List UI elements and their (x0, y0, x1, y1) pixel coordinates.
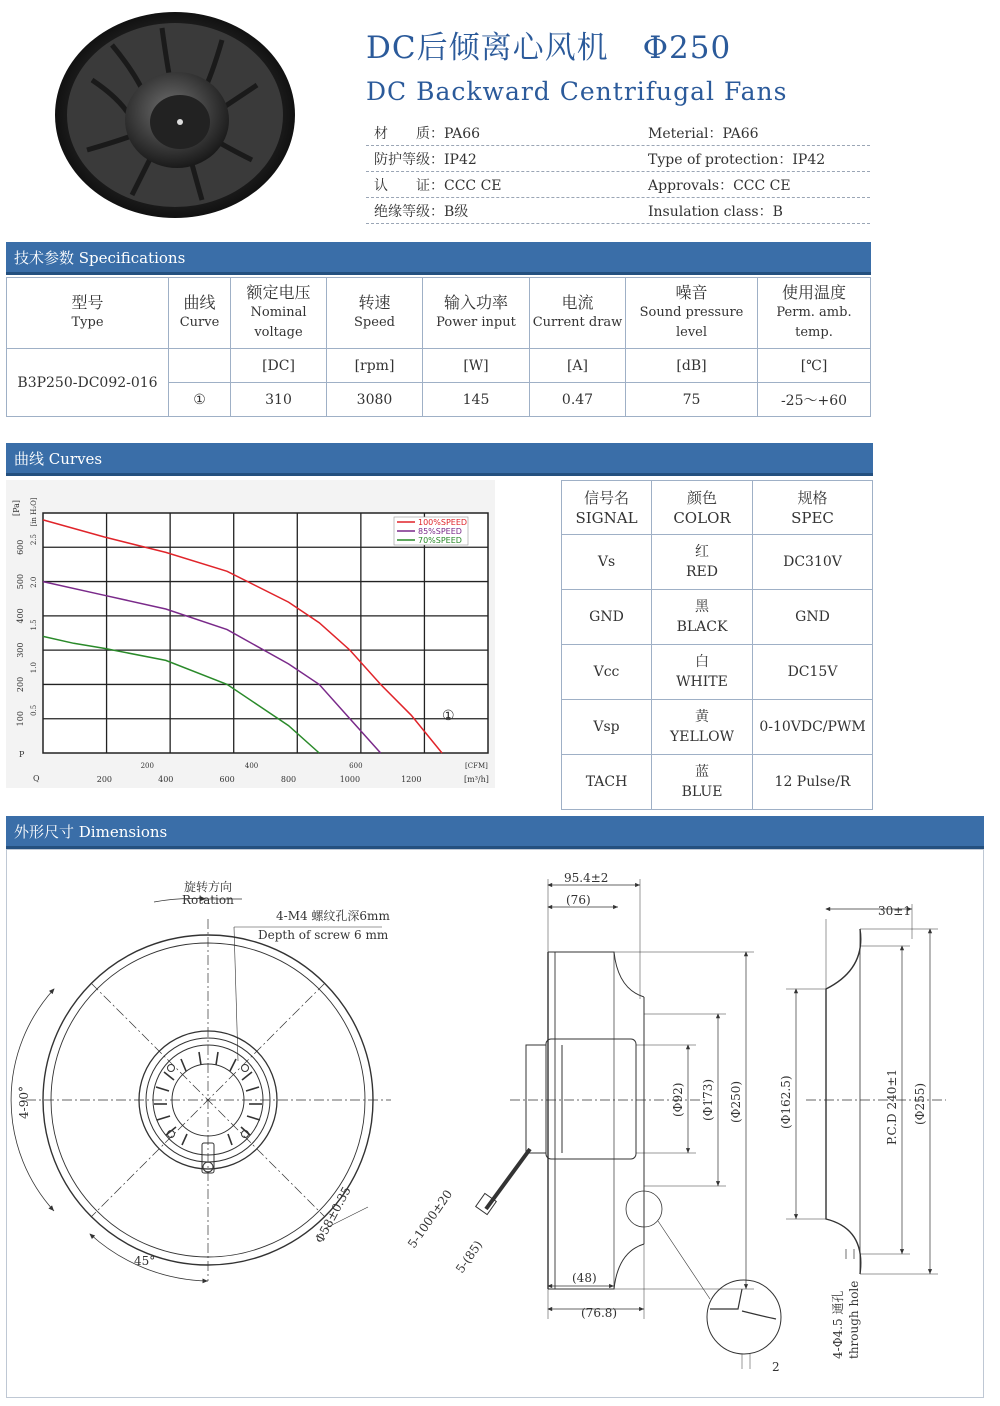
dim-phi173: (Φ173) (701, 1078, 715, 1121)
signal-spec: 12 Pulse/R (753, 755, 873, 810)
property-row (366, 198, 870, 224)
signal-header-color (652, 481, 753, 535)
y-tick-label: 600 (16, 539, 25, 555)
spec-header-cn: 输入功率 (443, 293, 508, 312)
signal-name: GND (562, 590, 652, 645)
spec-header-en: Type (71, 315, 104, 330)
signal-header-cn: 颜色 (686, 488, 717, 507)
y-tick-label: 100 (16, 711, 25, 727)
dim-phi92: (Φ92) (671, 1082, 685, 1117)
ring-view-labels (779, 904, 927, 1359)
spec-unit: [A] (530, 349, 626, 383)
performance-chart (6, 480, 495, 788)
screw-cn: 4-M4 螺纹孔深6mm (276, 909, 390, 923)
dim-2: 2 (772, 1360, 780, 1374)
spec-header-sound (626, 278, 758, 349)
spec-header-speed (327, 278, 423, 349)
y-tick-label: 300 (16, 642, 25, 658)
legend-label: 85%SPEED (418, 527, 462, 536)
signal-color-cn: 黄 (695, 709, 709, 725)
spec-header-en: Power input (436, 315, 516, 330)
y2-tick-label: 1.0 (30, 662, 38, 674)
angle-90: 4-90° (17, 1086, 31, 1119)
spec-header-temp (758, 278, 871, 349)
property-right: Insulation class：B (648, 203, 783, 220)
signal-color-en: WHITE (676, 674, 728, 690)
signal-header-en: SPEC (791, 508, 834, 527)
spec-units-blank (169, 349, 231, 383)
chart-svg (6, 480, 495, 788)
spec-value-voltage: 310 (231, 383, 327, 417)
spec-header-cn: 曲线 (183, 293, 216, 312)
spec-header-row (7, 278, 871, 349)
spec-header-curve (169, 278, 231, 349)
signal-row (562, 755, 873, 810)
x-axis-label: [m³/h] (464, 775, 489, 784)
signal-header-row (562, 481, 873, 535)
side-view (476, 879, 781, 1369)
spec-header-en: Sound pressure level (639, 305, 744, 340)
curve-marker: ① (442, 708, 455, 724)
signal-color (652, 590, 753, 645)
legend-label: 70%SPEED (418, 536, 462, 545)
spec-header-cn: 噪音 (675, 283, 708, 302)
signal-spec: GND (753, 590, 873, 645)
spec-header-en: Curve (179, 315, 220, 330)
signal-name: Vsp (562, 700, 652, 755)
property-row (366, 146, 870, 172)
x-tick-label: 1000 (339, 775, 361, 784)
spec-header-en: Current draw (532, 315, 623, 330)
angle-45: 45° (134, 1254, 156, 1268)
signal-header-cn: 规格 (797, 488, 828, 507)
property-left: 认 证：CCC CE (374, 177, 502, 194)
dim-phi255: (Φ255) (913, 1082, 927, 1125)
spec-header-current (530, 278, 626, 349)
rotation-en: Rotation (182, 893, 234, 907)
spec-header-cn: 电流 (561, 293, 594, 312)
signal-table (561, 480, 873, 810)
signal-color (652, 700, 753, 755)
phi58: Φ58±0.35 (312, 1184, 354, 1246)
spec-value-current: 0.47 (530, 383, 626, 417)
p-axis-marker: P (19, 750, 25, 759)
y2-tick-label: 2.5 (30, 534, 38, 546)
title-diameter: Φ250 (642, 30, 732, 66)
plot-area (43, 513, 488, 753)
property-right: Meterial：PA66 (648, 125, 759, 142)
signal-header-en: SIGNAL (575, 508, 638, 527)
fan-photo (52, 10, 298, 220)
spec-value-temp: -25～+60 (758, 383, 871, 417)
property-right: Type of protection：IP42 (648, 151, 826, 168)
signal-color-cn: 蓝 (695, 764, 709, 780)
signal-color-cn: 白 (695, 654, 709, 670)
dim-76-8: (76.8) (581, 1306, 618, 1320)
spec-header-en: Nominal voltage (250, 305, 307, 340)
signal-header-cn: 信号名 (583, 488, 629, 507)
signal-name: TACH (562, 755, 652, 810)
x-tick-label: 600 (219, 775, 235, 784)
signal-color-en: BLUE (681, 784, 723, 800)
specifications-table (6, 277, 871, 417)
y-axis-label: [Pa] (12, 499, 21, 517)
y2-axis-label: [in H₂O] (30, 497, 38, 527)
dim-30: 30±1 (878, 904, 911, 918)
signal-spec: DC15V (753, 645, 873, 700)
signal-color-cn: 黑 (695, 599, 709, 615)
side-view-labels (405, 871, 780, 1374)
spec-header-type (7, 278, 169, 349)
spec-value-curve: ① (169, 383, 231, 417)
dim-phi162: (Φ162.5) (779, 1075, 793, 1129)
q-axis-marker: Q (33, 774, 40, 783)
spec-header-cn: 使用温度 (781, 283, 846, 302)
signal-header-signal (562, 481, 652, 535)
signal-name: Vs (562, 535, 652, 590)
spec-value-speed: 3080 (327, 383, 423, 417)
spec-header-en: Perm. amb. temp. (776, 305, 852, 340)
properties-list (366, 120, 870, 224)
spec-value-sound: 75 (626, 383, 758, 417)
spec-header-power (423, 278, 530, 349)
signal-row (562, 700, 873, 755)
spec-unit: [rpm] (327, 349, 423, 383)
x-tick-label: 200 (96, 775, 113, 784)
section-header-dimensions: 外形尺寸 Dimensions (6, 816, 984, 849)
signal-color-en: YELLOW (670, 729, 734, 745)
x2-tick-label: 200 (140, 762, 154, 770)
spec-unit: [W] (423, 349, 530, 383)
property-left: 绝缘等级：B级 (374, 203, 469, 220)
y2-tick-label: 2.0 (30, 576, 38, 588)
property-left: 材 质：PA66 (374, 125, 481, 142)
spec-header-cn: 型号 (71, 293, 104, 312)
signal-color (652, 645, 753, 700)
section-header-specifications: 技术参数 Specifications (6, 242, 871, 275)
signal-color-cn: 红 (695, 544, 709, 560)
signal-row (562, 645, 873, 700)
signal-color-en: RED (686, 564, 718, 580)
property-left: 防护等级：IP42 (374, 151, 477, 168)
y2-tick-label: 1.5 (30, 619, 38, 631)
screw-en: Depth of screw 6 mm (258, 928, 389, 942)
section-header-curves: 曲线 Curves (6, 443, 873, 476)
signal-color (652, 755, 753, 810)
spec-unit: [dB] (626, 349, 758, 383)
signal-color (652, 535, 753, 590)
x-tick-label: 400 (158, 775, 174, 784)
x-tick-label: 800 (280, 775, 297, 784)
property-right: Approvals：CCC CE (648, 177, 791, 194)
dim-76: (76) (566, 893, 591, 907)
signal-spec: DC310V (753, 535, 873, 590)
page-title-en: DC Backward Centrifugal Fans (366, 77, 788, 106)
dim-95: 95.4±2 (564, 871, 609, 885)
x2-tick-label: 600 (349, 762, 363, 770)
dim-phi250: (Φ250) (729, 1080, 743, 1123)
x2-tick-label: 400 (244, 762, 259, 770)
dimension-drawings (6, 849, 984, 1398)
x-tick-label: 1200 (401, 775, 422, 784)
spec-value-power: 145 (423, 383, 530, 417)
dim-pcd: P.C.D 240±1 (885, 1068, 899, 1145)
signal-row (562, 535, 873, 590)
signal-name: Vcc (562, 645, 652, 700)
signal-header-spec (753, 481, 873, 535)
cable-85: 5-(85) (452, 1237, 486, 1276)
signal-spec: 0-10VDC/PWM (753, 700, 873, 755)
y-tick-label: 400 (16, 608, 25, 624)
x2-axis-label: [CFM] (465, 762, 488, 770)
spec-header-cn: 转速 (358, 293, 391, 312)
hole-en: through hole (847, 1280, 861, 1359)
spec-unit: [DC] (231, 349, 327, 383)
legend-label: 100%SPEED (418, 518, 468, 527)
spec-header-en: Speed (354, 315, 395, 330)
y-tick-label: 500 (16, 573, 25, 590)
dim-48: (48) (572, 1271, 597, 1285)
rotation-cn: 旋转方向 (184, 880, 233, 894)
title-cn-text: DC后倾离心风机 (366, 30, 609, 66)
property-row (366, 120, 870, 146)
y-tick-label: 200 (16, 676, 25, 693)
spec-header-voltage (231, 278, 327, 349)
signal-header-en: COLOR (673, 508, 731, 527)
y2-tick-label: 0.5 (30, 704, 38, 716)
signal-color-en: BLACK (676, 619, 728, 635)
spec-header-cn: 额定电压 (246, 283, 311, 302)
spec-model: B3P250-DC092-016 (7, 349, 169, 417)
hole-cn: 4-Φ4.5 通孔 (831, 1290, 845, 1359)
spec-unit: [℃] (758, 349, 871, 383)
front-view-labels (17, 879, 390, 1268)
signal-row (562, 590, 873, 645)
spec-units-row (7, 349, 871, 383)
property-row (366, 172, 870, 198)
page-title-cn (366, 22, 731, 67)
cable-1000: 5-1000±20 (404, 1187, 456, 1251)
